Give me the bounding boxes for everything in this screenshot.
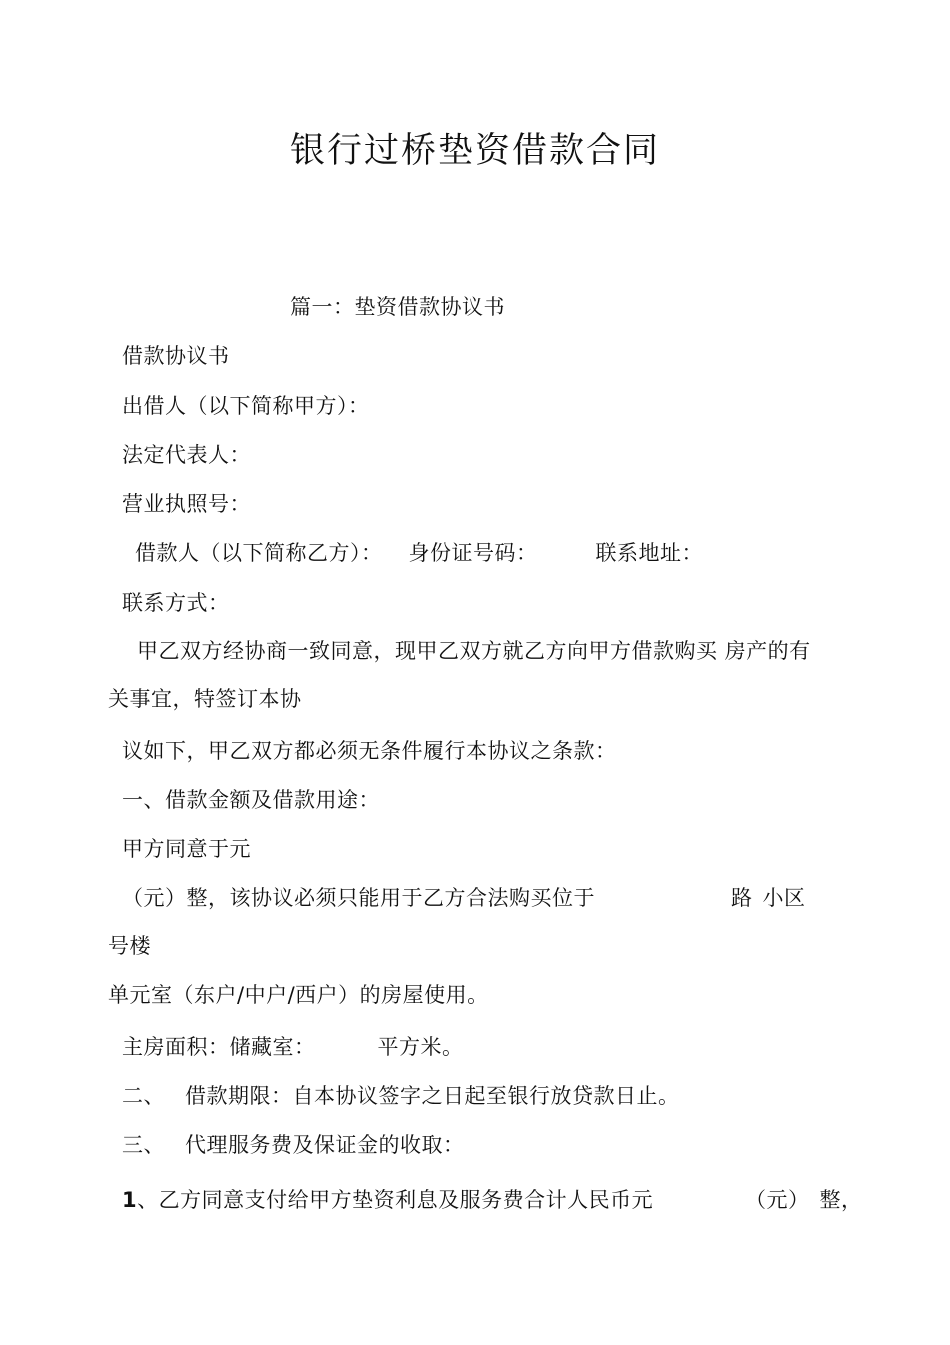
road-label: 路 <box>731 886 753 910</box>
chapter-heading: 篇一：垫资借款协议书 <box>290 295 505 319</box>
area-unit: 平方米。 <box>377 1035 464 1059</box>
section-1-heading: 一、借款金额及借款用途： <box>122 788 380 812</box>
item-1-unit-end <box>745 1186 863 1214</box>
area-line <box>122 1033 464 1061</box>
item-1-line <box>122 1186 653 1214</box>
intro-line-3: 议如下，甲乙双方都必须无条件履行本协议之条款： <box>122 739 617 763</box>
area-label: 主房面积：储藏室： <box>122 1035 316 1059</box>
usage-line-2: 号楼 <box>108 934 151 958</box>
address-label: 联系地址： <box>595 541 703 565</box>
item-1-text: 、乙方同意支付给甲方垫资利息及服务费合计人民币元 <box>137 1188 654 1212</box>
usage-line-1 <box>122 884 595 912</box>
borrower-label: 借款人（以下简称乙方）： <box>135 541 383 565</box>
intro-line-1: 甲乙双方经协商一致同意，现甲乙双方就乙方向甲方借款购买 房产的有 <box>137 639 811 663</box>
borrower-line <box>135 539 703 567</box>
agreement-name: 借款协议书 <box>122 344 230 368</box>
section-3-text: 代理服务费及保证金的收取： <box>185 1133 465 1157</box>
lender-line: 出借人（以下简称甲方）： <box>122 394 370 418</box>
section-3-number: 三、 <box>122 1133 165 1157</box>
community-label: 小区 <box>762 886 806 910</box>
id-number-label: 身份证号码： <box>408 541 538 565</box>
section-2-number: 二、 <box>122 1084 165 1108</box>
legal-rep-line: 法定代表人： <box>122 443 251 467</box>
document-title: 银行过桥垫资借款合同 <box>289 131 660 171</box>
license-line: 营业执照号： <box>122 492 251 516</box>
item-1-number: 1 <box>122 1188 138 1212</box>
section-2-line <box>122 1082 680 1110</box>
usage-road-community <box>731 884 806 912</box>
usage-line-3: 单元室（东户/中户/西户）的房屋使用。 <box>108 983 489 1007</box>
intro-line-2: 关事宜，特签订本协 <box>108 687 302 711</box>
section-3-line <box>122 1131 465 1159</box>
usage-text: （元）整，该协议必须只能用于乙方合法购买位于 <box>122 886 595 910</box>
item-1-unit: （元） <box>745 1188 810 1212</box>
section-2-text: 借款期限：自本协议签字之日起至银行放贷款日止。 <box>185 1084 680 1108</box>
contact-line: 联系方式： <box>122 591 230 615</box>
item-1-end: 整， <box>819 1188 863 1212</box>
amount-line: 甲方同意于元 <box>122 837 251 861</box>
